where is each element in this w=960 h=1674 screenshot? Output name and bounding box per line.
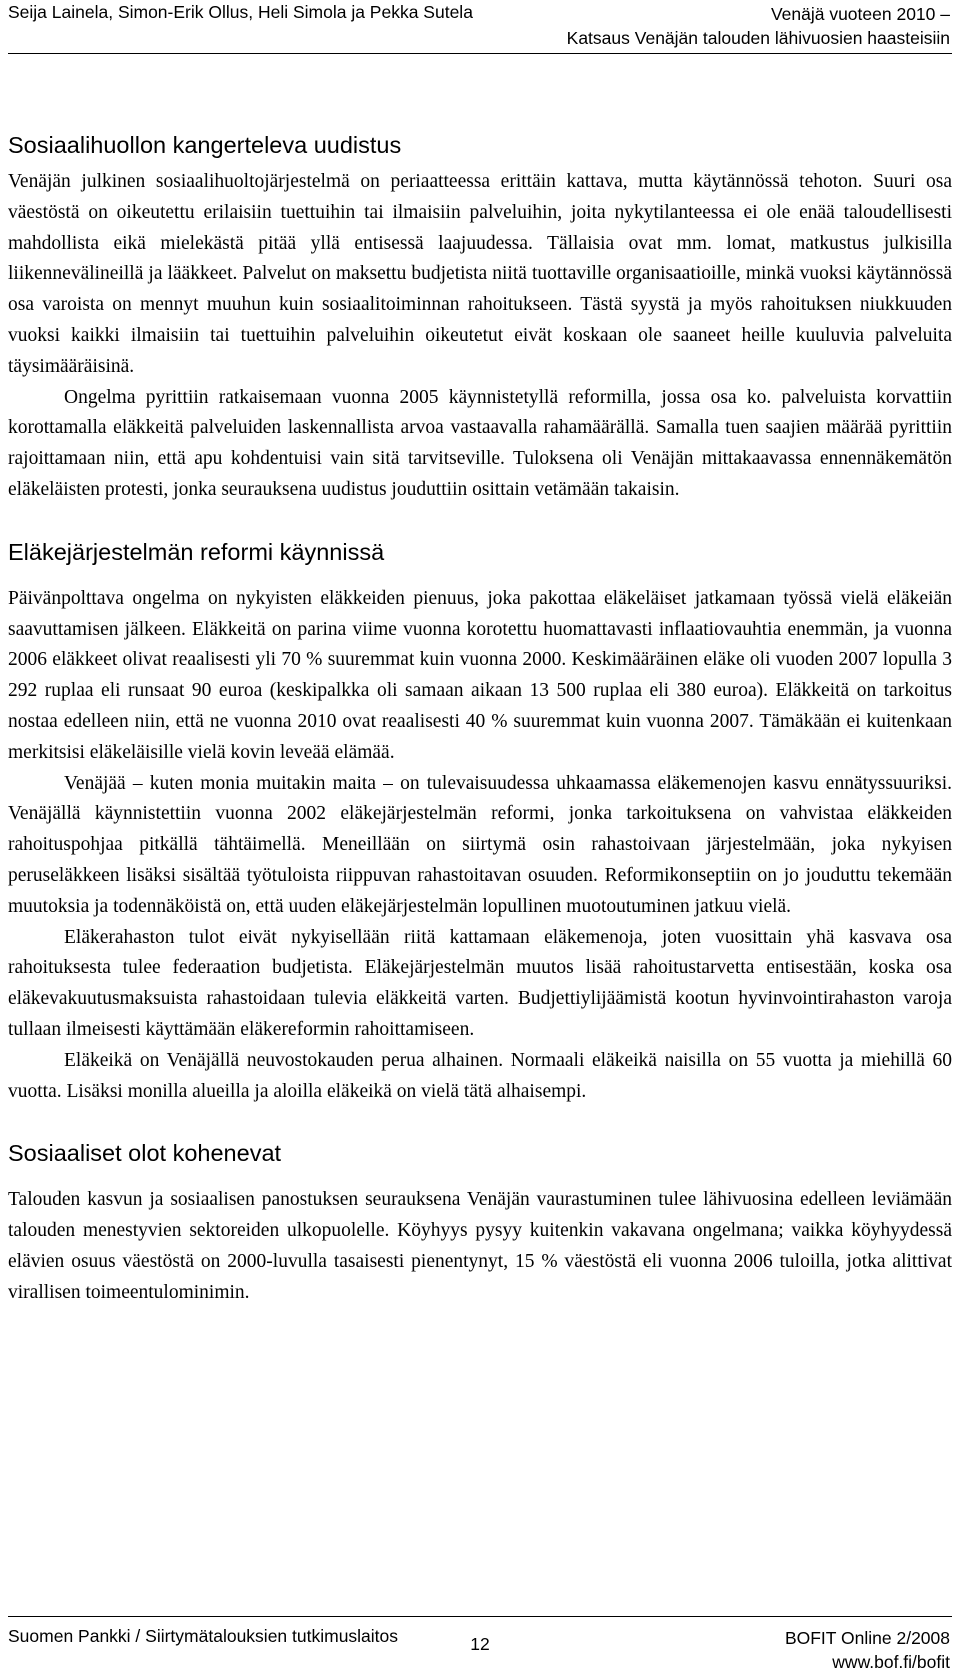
paragraph: Päivänpolttava ongelma on nykyisten eläkkeiden pienuus, joka pakottaa eläkeläiset jatkamaan työssä vielä eläkeiän saavuttamisen jälkeen. Eläkkeitä on parina viime vuonna korotettu huomattavasti inflaatiovauhtia enemmän, ja vuonna 2006 eläkkeet olivat reaalisesti yli 70 % suuremmat kuin vuonna 2000. Keskimääräinen eläke oli vuoden 2007 lopulla 3 292 ruplaa eli runsaat 90 euroa (keskipalkka oli samaan aikaan 13 500 ruplaa eli 380 euroa). Eläkkeitä on tarkoitus nostaa edelleen niin, että ne vuonna 2010 ovat reaalisesti 40 % suuremmat kuin vuonna 2007. Tämäkään ei kuitenkaan merkitsisi eläkeläisille vielä kovin leveää elämää. [8, 587, 952, 763]
header-publication: Venäjä vuoteen 2010 – [770, 4, 950, 24]
header-authors: Seija Lainela, Simon-Erik Ollus, Heli Simola ja Pekka Sutela [8, 2, 473, 22]
page-number: 12 [470, 1634, 490, 1654]
footer-website: www.bof.fi/bofit [832, 1652, 950, 1672]
footer-publisher: Suomen Pankki / Siirtymätalouksien tutkimuslaitos [8, 1626, 399, 1646]
footer-rule [8, 1616, 952, 1617]
paragraph: Eläkeikä on Venäjällä neuvostokauden perua alhainen. Normaali eläkeikä naisilla on 55 vuotta ja miehillä 60 vuotta. Lisäksi monilla alueilla ja aloilla eläkeikä on vielä tätä alhaisempi. [8, 1049, 952, 1102]
paragraph: Talouden kasvun ja sosiaalisen panostuksen seurauksena Venäjän vaurastuminen tulee lähivuosina edelleen leviämään talouden menestyvien sektoreiden ulkopuolelle. Köyhyys pysyy kuitenkin vakavana ongelmana; vaikka köyhyydessä elävien osuus väestöstä on 2000-luvulla tasaisesti pienentynyt, 15 % väestöstä eli vuonna 2006 tuloilla, jotka alittivat virallisen toimeentulominimin. [8, 1189, 952, 1303]
header-rule [8, 53, 952, 54]
page-footer [0, 1616, 960, 1674]
paragraph: Ongelma pyrittiin ratkaisemaan vuonna 2005 käynnistetyllä reformilla, jossa osa ko. palveluista korvattiin korottamalla eläkkeitä palveluiden laskennallista arvoa vastaavalla rahamäärällä. Samalla tuen saajien määrää pyrittiin rajoittamaan niin, että apu kohdentuisi vain sitä tarvitseville. Tuloksena oli Venäjän mittakaavassa ennennäkemätön eläkeläisten protesti, jonka seurauksena uudistus jouduttiin osittain vetämään takaisin. [8, 386, 952, 500]
section-heading-pension-reform: Eläkejärjestelmän reformi käynnissä [8, 538, 385, 565]
page-content [8, 130, 952, 1309]
header-publication-block [567, 2, 950, 50]
header-subtitle: Katsaus Venäjän talouden lähivuosien haasteisiin [566, 28, 950, 48]
section-heading-social-welfare: Sosiaalihuollon kangerteleva uudistus [8, 132, 402, 158]
section-heading-social-conditions: Sosiaaliset olot kohenevat [8, 1140, 282, 1167]
footer-series-block [785, 1626, 950, 1674]
page-header [0, 0, 960, 54]
footer-series: BOFIT Online 2/2008 [784, 1628, 950, 1648]
paragraph: Venäjän julkinen sosiaalihuoltojärjestelmä on periaatteessa erittäin kattava, mutta käytännössä tehoton. Suuri osa väestöstä on oikeutettu erilaisiin tuettuihin tai ilmaisiin palveluihin, joita nykytilanteessa ei ole enää taloudellisesti mahdollista eikä mielekästä pitää yllä entisessä laajuudessa. Tällaisia ovat mm. lomat, matkustus julkisilla liikennevälineillä ja lääkkeet. Palvelut on maksettu budjetista niitä tuottaville organisaatioille, minkä vuoksi käytännössä osa varoista on mennyt muuhun kuin sosiaalitoiminnan rahoitukseen. Tästä syystä ja myös rahoituksen niukkuuden vuoksi kaikki ilmaisiin tai tuettuihin palveluihin oikeutetut eivät koskaan ole saaneet heille kuuluvia palveluita täysimääräisinä. [8, 171, 952, 377]
paragraph: Eläkerahaston tulot eivät nykyisellään riitä kattamaan eläkemenoja, joten vuosittain yhä kasvava osa rahoituksesta tulee federaation budjetista. Eläkejärjestelmän muutos lisää rahoitustarvetta entisestään, koska osa eläkevakuutusmaksuista rahastoidaan tulevia eläkkeitä varten. Budjettiylijäämistä kootun hyvinvointirahaston varoja tullaan ilmeisesti käyttämään eläkereformin rahoittamiseen. [8, 926, 952, 1040]
paragraph: Venäjää – kuten monia muitakin maita – on tulevaisuudessa uhkaamassa eläkemenojen kasvu ennätyssuuriksi. Venäjällä käynnistettiin vuonna 2002 eläkejärjestelmän reformi, jonka tarkoituksena on vahvistaa eläkkeiden rahoituspohjaa pitkällä tähtäimellä. Meneillään on siirtymä osin rahastoivaan järjestelmään, joka nykyisen peruseläkkeen lisäksi sisältää työtuloista riippuvan rahastoitavan osuuden. Reformikonseptiin on jo jouduttu tekemään muutoksia ja todennäköistä on, että uuden eläkejärjestelmän lopullinen muotoutuminen jatkuu vielä. [8, 772, 952, 917]
